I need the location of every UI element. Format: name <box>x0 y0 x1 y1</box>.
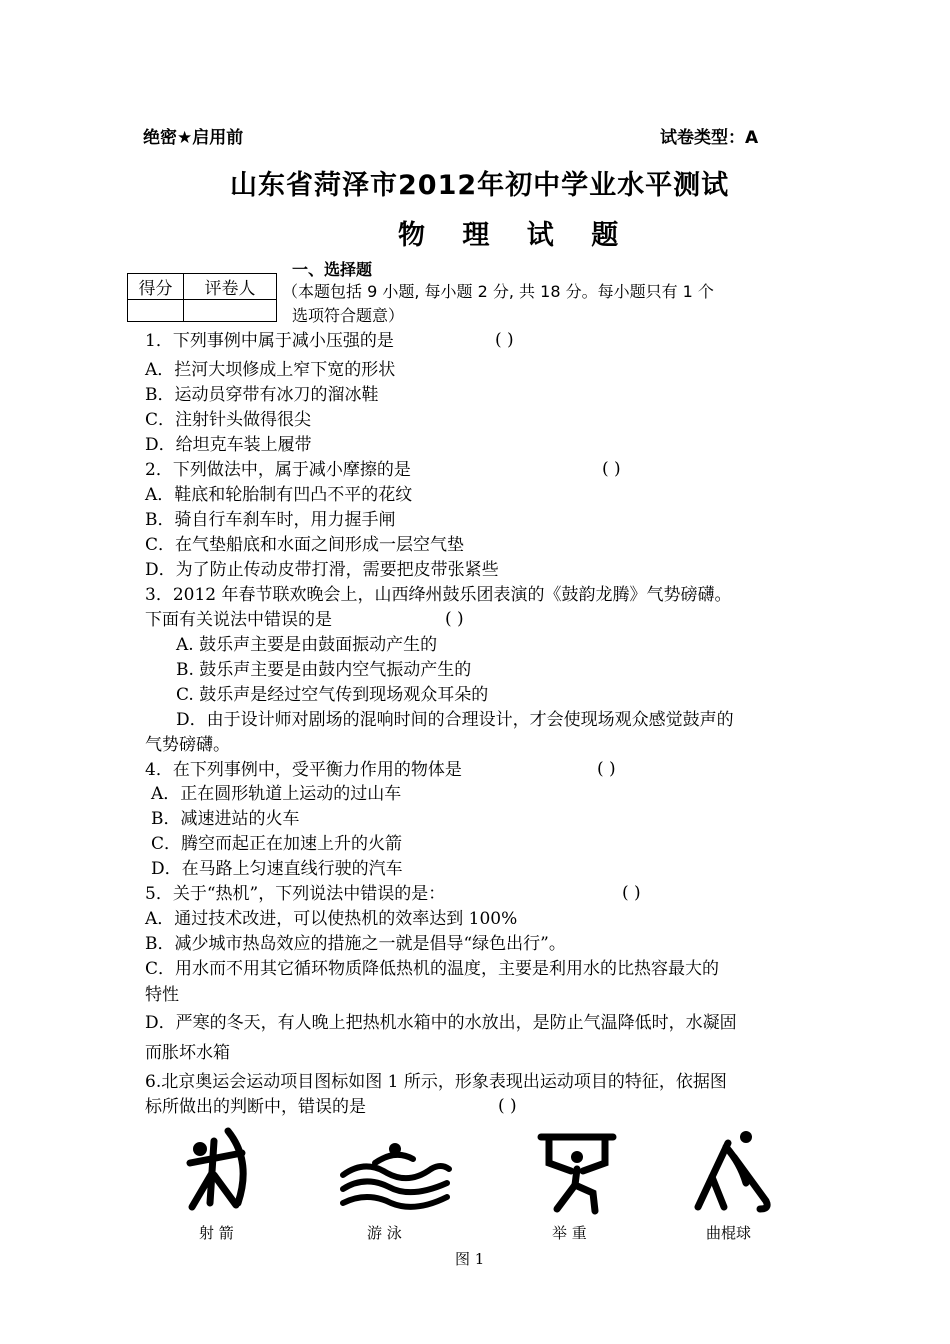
question-stem-cont: 标所做出的判断中，错误的是 <box>145 1097 366 1117</box>
question-stem-cont: 下面有关说法中错误的是 <box>145 610 332 630</box>
answer-paren[interactable]: ( ) <box>498 1096 517 1116</box>
figure-label-weightlifting: 举 重 <box>552 1224 587 1242</box>
option: C．在气垫船底和水面之间形成一层空气垫 <box>145 535 465 555</box>
answer-paren[interactable]: ( ) <box>602 459 621 479</box>
option: B．运动员穿带有冰刀的溜冰鞋 <box>145 385 379 405</box>
option: B．骑自行车刹车时，用力握手闸 <box>145 510 396 530</box>
grader-cell[interactable] <box>184 300 277 322</box>
option: D．给坦克车装上履带 <box>145 435 312 455</box>
page-title: 山东省菏泽市2012年初中学业水平测试 <box>230 170 730 201</box>
option: C．注射针头做得很尖 <box>145 410 312 430</box>
section-note-line1: （本题包括 9 小题, 每小题 2 分, 共 18 分。每小题只有 1 个 <box>282 282 714 301</box>
option: D．严寒的冬天，有人晚上把热机水箱中的水放出，是防止气温降低时，水凝固 <box>145 1013 737 1033</box>
answer-paren[interactable]: ( ) <box>495 330 514 350</box>
question-stem: 3．2012 年春节联欢晚会上，山西绛州鼓乐团表演的《鼓韵龙腾》气势磅礴。 <box>145 585 732 605</box>
option: B．减少城市热岛效应的措施之一就是倡导“绿色出行”。 <box>145 934 566 954</box>
option: D．为了防止传动皮带打滑，需要把皮带张紧些 <box>145 560 499 580</box>
option: B. 鼓乐声主要是由鼓内空气振动产生的 <box>176 660 472 680</box>
paper-type: 试卷类型：A <box>660 128 759 148</box>
option: C．腾空而起正在加速上升的火箭 <box>151 834 403 854</box>
option-cont: 气势磅礴。 <box>145 735 230 755</box>
question-stem: 6.北京奥运会运动项目图标如图 1 所示，形象表现出运动项目的特征，依据图 <box>145 1072 727 1092</box>
question-stem: 4．在下列事例中，受平衡力作用的物体是 <box>145 760 462 780</box>
grader-header: 评卷人 <box>184 274 277 300</box>
figure-caption: 图 1 <box>455 1250 485 1268</box>
option-cont: 而胀坏水箱 <box>145 1043 230 1063</box>
answer-paren[interactable]: ( ) <box>445 609 464 629</box>
option: C. 鼓乐声是经过空气传到现场观众耳朵的 <box>176 685 489 705</box>
section-note-line2: 选项符合题意） <box>292 306 405 325</box>
answer-paren[interactable]: ( ) <box>597 759 616 779</box>
hockey-icon <box>690 1123 780 1218</box>
option: B．减速进站的火车 <box>151 809 300 829</box>
option: A．拦河大坝修成上窄下宽的形状 <box>145 360 396 380</box>
figure-label-archery: 射 箭 <box>199 1224 234 1242</box>
option-cont: 特性 <box>145 985 179 1005</box>
option: D．在马路上匀速直线行驶的汽车 <box>151 859 403 879</box>
score-cell[interactable] <box>128 300 184 322</box>
page-subtitle: 物 理 试 题 <box>398 220 633 251</box>
option: A．鞋底和轮胎制有凹凸不平的花纹 <box>145 485 413 505</box>
confidential-mark: 绝密★启用前 <box>143 128 244 148</box>
weightlifting-icon <box>535 1123 620 1218</box>
figure-label-swimming: 游 泳 <box>367 1224 402 1242</box>
option: A．正在圆形轨道上运动的过山车 <box>151 784 402 804</box>
archery-icon <box>180 1123 260 1218</box>
question-stem: 2．下列做法中，属于减小摩擦的是 <box>145 460 411 480</box>
option: D．由于设计师对剧场的混响时间的合理设计，才会使现场观众感觉鼓声的 <box>176 710 734 730</box>
score-table <box>127 273 277 322</box>
section-heading: 一、选择题 <box>292 260 373 279</box>
answer-paren[interactable]: ( ) <box>622 883 641 903</box>
question-stem: 1．下列事例中属于减小压强的是 <box>145 331 394 351</box>
option: A．通过技术改进，可以使热机的效率达到 100% <box>145 909 518 929</box>
swimming-icon <box>335 1123 455 1218</box>
question-stem: 5．关于“热机”，下列说法中错误的是： <box>145 884 446 904</box>
option: A. 鼓乐声主要是由鼓面振动产生的 <box>176 635 438 655</box>
option: C．用水而不用其它循环物质降低热机的温度，主要是利用水的比热容最大的 <box>145 959 720 979</box>
figure-label-hockey: 曲棍球 <box>706 1224 752 1242</box>
score-header: 得分 <box>128 274 184 300</box>
